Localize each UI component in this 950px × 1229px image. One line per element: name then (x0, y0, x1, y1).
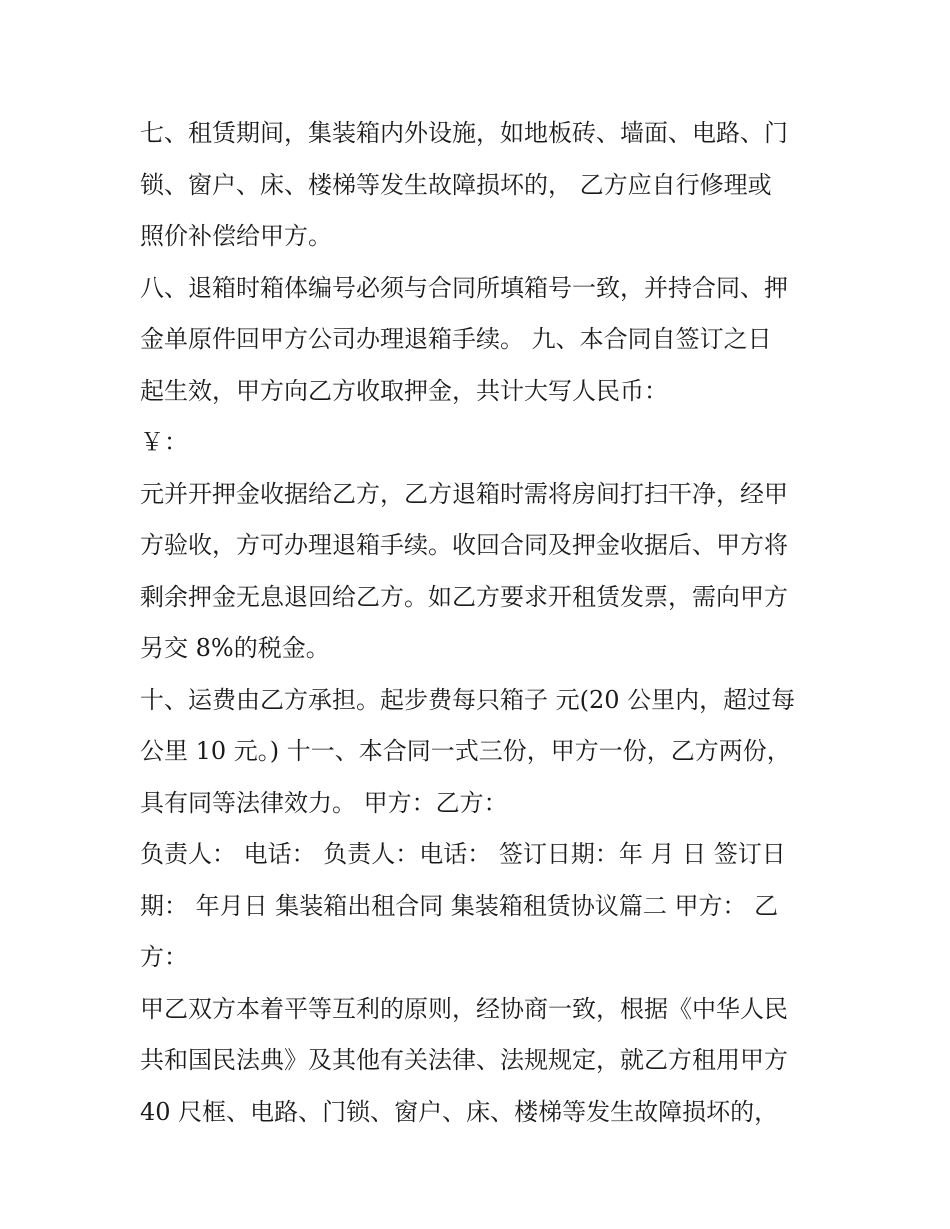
text-line: 元并开押金收据给乙方，乙方退箱时需将房间打扫干净，经甲 (140, 479, 788, 508)
text-line: 起生效，甲方向乙方收取押金，共计大写人民币： (140, 376, 668, 405)
text-line: 方： (140, 943, 188, 971)
text-line: 金单原件回甲方公司办理退箱手续。 九、本合同自签订之日 (140, 325, 772, 353)
text-line: 十、运费由乙方承担。起步费每只箱子 元(20 公里内，超过每 (140, 685, 796, 714)
text-line: 照价补偿给甲方。 (140, 222, 332, 250)
text-line: 七、租赁期间，集装箱内外设施，如地板砖、墙面、电路、门 (140, 119, 788, 147)
text-line: 八、退箱时箱体编号必须与合同所填箱号一致，并持合同、押 (140, 273, 788, 302)
text-line: 期： 年月日 集装箱出租合同 集装箱租赁协议篇二 甲方： 乙 (140, 891, 779, 920)
text-line: 负责人： 电话： 负责人：电话： 签订日期：年 月 日 签订日 (140, 840, 786, 868)
text-line: ￥： (140, 428, 188, 456)
text-line: 剩余押金无息退回给乙方。如乙方要求开租赁发票，需向甲方 (140, 582, 788, 611)
text-line: 另交 8%的税金。 (140, 634, 330, 662)
text-line: 具有同等法律效力。 甲方：乙方： (140, 788, 508, 817)
text-line: 锁、窗户、床、楼梯等发生故障损坏的， 乙方应自行修理或 (140, 170, 772, 199)
text-line: 甲乙双方本着平等互利的原则，经协商一致，根据《中华人民 (140, 994, 788, 1023)
text-line: 共和国民法典》及其他有关法律、法规规定，就乙方租用甲方 (140, 1046, 788, 1074)
text-line: 公里 10 元。) 十一、本合同一式三份，甲方一份，乙方两份， (140, 737, 791, 765)
contract-text-body (140, 108, 820, 1138)
text-line: 方验收，方可办理退箱手续。收回合同及押金收据后、甲方将 (140, 531, 788, 559)
text-line: 40 尺框、电路、门锁、窗户、床、楼梯等发生故障损坏的， (140, 1097, 779, 1126)
